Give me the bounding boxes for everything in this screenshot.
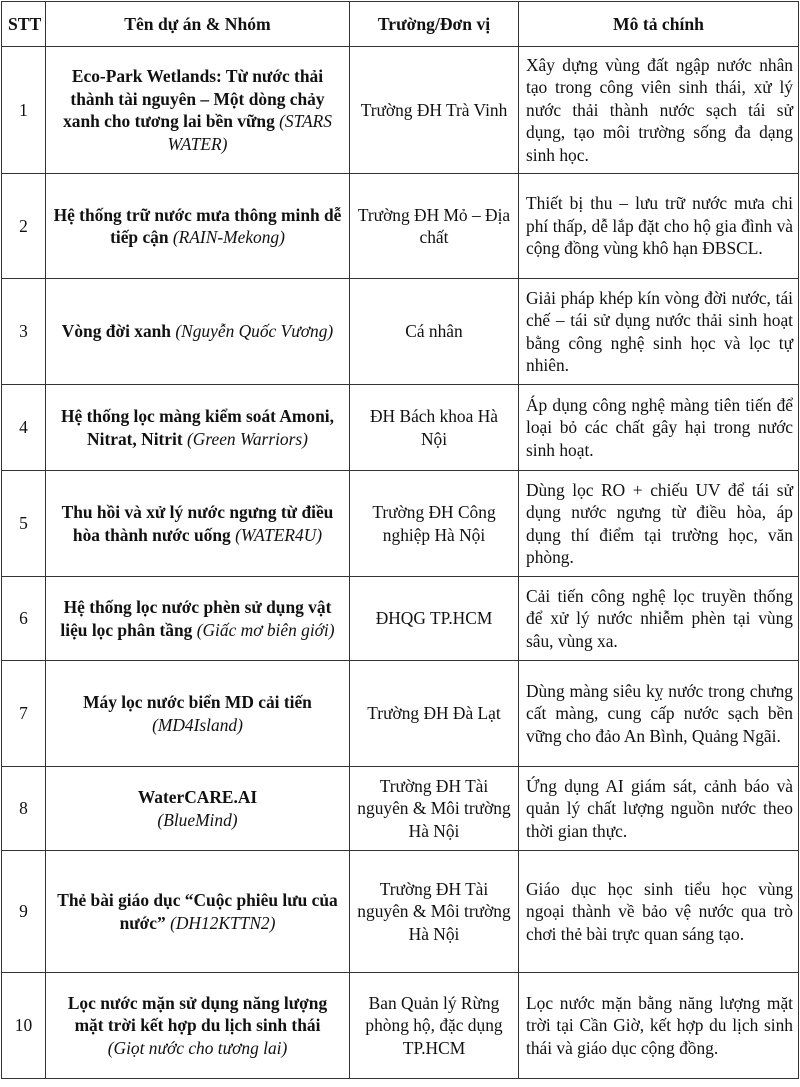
team-name: (MD4Island) [152,714,243,735]
team-name: (Giọt nước cho tương lai) [107,1037,288,1058]
table-row [2,47,799,174]
table-row [2,174,799,279]
project-title: Hệ thống lọc nước phèn sử dụng vật liệu lọc phân tầng [60,597,332,640]
project-cell [46,767,350,851]
row-number: 7 [2,661,46,767]
team-name: (WATER4U) [235,524,323,545]
description-cell: Cải tiến công nghệ lọc truyền thống để xử lý nước nhiễm phèn tại vùng sâu, vùng xa. [519,577,799,661]
project-cell [46,279,350,385]
project-cell [46,577,350,661]
project-title: Thu hồi và xử lý nước ngưng từ điều hòa thành nước uống [61,502,334,545]
team-name: (Nguyễn Quốc Vương) [175,321,334,342]
project-cell [46,385,350,471]
team-name: (DH12KTTN2) [170,912,276,933]
organization-cell: Trường ĐH Tài nguyên & Môi trường Hà Nội [350,767,519,851]
project-title: WaterCARE.AI [137,787,258,807]
organization-cell: ĐH Bách khoa Hà Nội [350,385,519,471]
team-name: (Giấc mơ biên giới) [196,619,335,640]
description-cell: Ứng dụng AI giám sát, cảnh báo và quản lý chất lượng nguồn nước theo thời gian thực. [519,767,799,851]
organization-cell: Ban Quản lý Rừng phòng hộ, đặc dụng TP.HCM [350,973,519,1079]
organization-cell: Cá nhân [350,279,519,385]
description-cell: Dùng lọc RO + chiếu UV để tái sử dụng nước ngưng từ điều hòa, áp dụng thí điểm tại trường học, văn phòng. [519,471,799,577]
organization-cell: Trường ĐH Trà Vinh [350,47,519,174]
table-row [2,661,799,767]
description-cell: Thiết bị thu – lưu trữ nước mưa chi phí thấp, dễ lắp đặt cho hộ gia đình và cộng đồng vùng khô hạn ĐBSCL. [519,174,799,279]
team-name: (BlueMind) [157,809,238,830]
table-row [2,851,799,973]
project-cell [46,973,350,1079]
organization-cell: Trường ĐH Công nghiệp Hà Nội [350,471,519,577]
description-cell: Áp dụng công nghệ màng tiên tiến để loại bỏ các chất gây hại trong nước sinh hoạt. [519,385,799,471]
row-number: 4 [2,385,46,471]
table-row [2,385,799,471]
description-cell: Xây dựng vùng đất ngập nước nhân tạo trong công viên sinh thái, xử lý nước thải thành nước sạch tái sử dụng, tạo môi trường sống đa dạng sinh học. [519,47,799,174]
description-cell: Dùng màng siêu kỵ nước trong chưng cất màng, cung cấp nước sạch bền vững cho đảo An Bình, Quảng Ngãi. [519,661,799,767]
project-title: Hệ thống lọc màng kiểm soát Amoni, Nitrat, Nitrit [61,406,334,449]
description-cell: Giải pháp khép kín vòng đời nước, tái chế – tái sử dụng nước thải sinh hoạt bằng công nghệ sinh học và lọc tự nhiên. [519,279,799,385]
header-desc: Mô tả chính [519,2,799,47]
description-cell: Lọc nước mặn bằng năng lượng mặt trời tại Cần Giờ, kết hợp du lịch sinh thái và giáo dục cộng đồng. [519,973,799,1079]
row-number: 6 [2,577,46,661]
header-stt: STT [2,2,46,47]
team-name: (Green Warriors) [187,428,308,449]
row-number: 1 [2,47,46,174]
project-title: Lọc nước mặn sử dụng năng lượng mặt trời kết hợp du lịch sinh thái [67,992,328,1036]
row-number: 2 [2,174,46,279]
organization-cell: Trường ĐH Đà Lạt [350,661,519,767]
header-row [2,2,799,47]
table-row [2,767,799,851]
project-title: Máy lọc nước biển MD cải tiến [83,692,312,712]
project-cell [46,47,350,174]
row-number: 3 [2,279,46,385]
project-title: Hệ thống trữ nước mưa thông minh dễ tiếp cận [53,204,342,247]
team-name: (RAIN-Mekong) [172,227,285,247]
row-number: 10 [2,973,46,1079]
project-cell [46,174,350,279]
description-cell: Giáo dục học sinh tiểu học vùng ngoại thành về bảo vệ nước qua trò chơi thẻ bài trực quan sáng tạo. [519,851,799,973]
header-name: Tên dự án & Nhóm [46,2,350,47]
project-cell [46,471,350,577]
table-row [2,577,799,661]
table-body [2,47,799,1079]
organization-cell: Trường ĐH Tài nguyên & Môi trường Hà Nội [350,851,519,973]
project-cell [46,851,350,973]
project-title: Vòng đời xanh [61,321,171,342]
projects-table [1,1,799,1079]
table-row [2,471,799,577]
organization-cell: ĐHQG TP.HCM [350,577,519,661]
row-number: 8 [2,767,46,851]
table-row [2,973,799,1079]
row-number: 9 [2,851,46,973]
team-name: (STARS WATER) [167,111,332,154]
project-title: Eco-Park Wetlands: Từ nước thải thành tài nguyên – Một dòng chảy xanh cho tương lai bền vững [63,66,325,131]
header-org: Trường/Đơn vị [350,2,519,47]
row-number: 5 [2,471,46,577]
project-title: Thẻ bài giáo dục “Cuộc phiêu lưu của nước” [57,890,338,933]
project-cell [46,661,350,767]
table-row [2,279,799,385]
organization-cell: Trường ĐH Mỏ – Địa chất [350,174,519,279]
